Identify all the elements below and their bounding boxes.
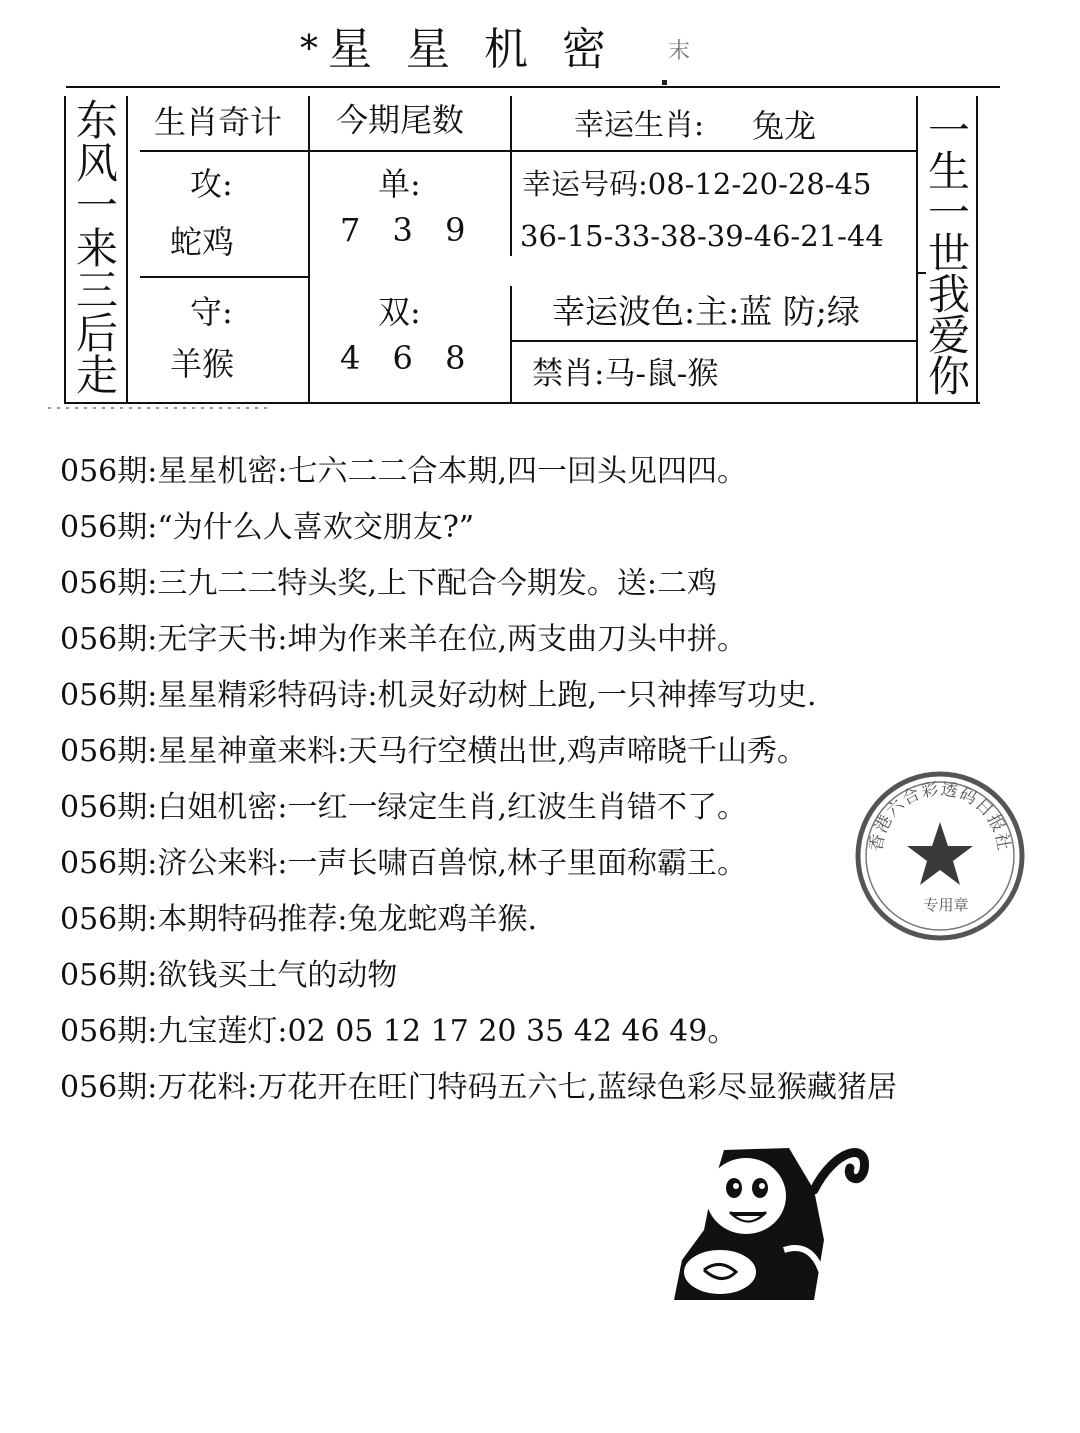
list-item bbox=[60, 612, 1070, 668]
table-line bbox=[510, 340, 916, 342]
banned-label: 禁肖: bbox=[532, 356, 605, 392]
table-line bbox=[140, 276, 310, 278]
odd-values: 7 3 9 bbox=[340, 211, 466, 249]
seal-inner-text: 专用章 bbox=[923, 896, 969, 914]
banned-value: 马-鼠-猴 bbox=[604, 356, 719, 392]
page-title bbox=[300, 22, 720, 78]
entry-text: 星星机密:七六二二合本期,四一回头见四四。 bbox=[157, 454, 748, 489]
title-tail-mark: 末 bbox=[668, 39, 691, 64]
tail-header: 今期尾数 bbox=[336, 101, 465, 139]
entry-text: “为什么人喜欢交朋友?” bbox=[157, 510, 475, 545]
table-line bbox=[510, 286, 512, 404]
table-line bbox=[126, 96, 128, 404]
table-line bbox=[308, 96, 310, 404]
attack-value: 蛇鸡 bbox=[170, 223, 235, 261]
list-item bbox=[60, 444, 1070, 500]
title-dot bbox=[662, 80, 667, 85]
list-item bbox=[60, 1060, 1070, 1116]
lucky-numbers-label bbox=[522, 164, 871, 204]
entry-text: 欲钱买土气的动物 bbox=[157, 958, 398, 993]
entry-text: 星星神童来料:天马行空横出世,鸡声啼晓千山秀。 bbox=[157, 734, 808, 769]
even-label: 双: bbox=[378, 293, 421, 331]
lucky-wave-value: 主:蓝 防;绿 bbox=[695, 292, 860, 331]
table-line bbox=[976, 96, 978, 404]
table-line bbox=[140, 150, 916, 152]
issue-number: 056期: bbox=[60, 958, 158, 993]
defend-label: 守: bbox=[190, 293, 233, 331]
table-line bbox=[64, 402, 980, 404]
monkey-icon bbox=[664, 1130, 884, 1300]
title-text: 星星机密 bbox=[328, 24, 640, 75]
issue-number: 056期: bbox=[60, 790, 158, 825]
entry-text: 白姐机密:一红一绿定生肖,红波生肖错不了。 bbox=[157, 790, 748, 825]
list-item bbox=[60, 500, 1070, 556]
table-line bbox=[64, 96, 66, 404]
left-slogan: 东风一来三后走 bbox=[75, 96, 118, 400]
issue-number: 056期: bbox=[60, 734, 158, 769]
issue-number: 056期: bbox=[60, 510, 158, 545]
issue-number: 056期: bbox=[60, 902, 158, 937]
entry-text: 本期特码推荐:兔龙蛇鸡羊猴. bbox=[157, 902, 538, 937]
lucky-zodiac-label: 幸运生肖: bbox=[574, 108, 705, 143]
star-mark: * bbox=[300, 29, 318, 70]
issue-number: 056期: bbox=[60, 454, 158, 489]
entry-text: 九宝莲灯:02 05 12 17 20 35 42 46 49。 bbox=[157, 1014, 738, 1049]
entry-text: 无字天书:坤为作来羊在位,两支曲刀头中拼。 bbox=[157, 622, 748, 657]
even-values: 4 6 8 bbox=[340, 339, 466, 377]
lucky-wave bbox=[552, 292, 860, 332]
table-line bbox=[510, 96, 512, 256]
right-slogan: 一生一世我爱你 bbox=[927, 106, 970, 401]
issue-number: 056期: bbox=[60, 566, 158, 601]
entry-text: 星星精彩特码诗:机灵好动树上跑,一只神捧写功史. bbox=[157, 678, 817, 713]
seal-ring-text: 香港六合彩透码日报社 bbox=[866, 779, 1014, 853]
official-seal bbox=[854, 770, 1026, 942]
issue-number: 056期: bbox=[60, 1014, 158, 1049]
list-item bbox=[60, 556, 1070, 612]
list-item bbox=[60, 668, 1070, 724]
entry-text: 三九二二特头奖,上下配合今期发。送:二鸡 bbox=[157, 566, 718, 601]
entry-text: 万花料:万花开在旺门特码五六七,蓝绿色彩尽显猴藏猪居 bbox=[157, 1070, 898, 1105]
header-rule bbox=[66, 86, 1000, 88]
scan-noise bbox=[48, 405, 268, 411]
issue-number: 056期: bbox=[60, 1070, 158, 1105]
lucky-numbers-label-text: 幸运号码: bbox=[522, 167, 648, 201]
list-item bbox=[60, 948, 1070, 1004]
issue-number: 056期: bbox=[60, 622, 158, 657]
zodiac-header: 生肖奇计 bbox=[154, 103, 283, 141]
entry-text: 济公来料:一声长啸百兽惊,林子里面称霸王。 bbox=[157, 846, 748, 881]
lucky-numbers-line1: 08-12-20-28-45 bbox=[647, 167, 872, 201]
table-line bbox=[916, 96, 918, 404]
lucky-numbers-line2: 36-15-33-38-39-46-21-44 bbox=[520, 219, 884, 253]
attack-label: 攻: bbox=[190, 165, 233, 203]
odd-label: 单: bbox=[378, 165, 421, 203]
defend-value: 羊猴 bbox=[170, 345, 235, 383]
issue-number: 056期: bbox=[60, 846, 158, 881]
issue-number: 056期: bbox=[60, 678, 158, 713]
info-table bbox=[64, 96, 980, 404]
banned-zodiac bbox=[532, 354, 718, 394]
lucky-wave-label: 幸运波色: bbox=[552, 292, 696, 331]
list-item bbox=[60, 1004, 1070, 1060]
lucky-zodiac-value: 兔龙 bbox=[752, 107, 817, 145]
